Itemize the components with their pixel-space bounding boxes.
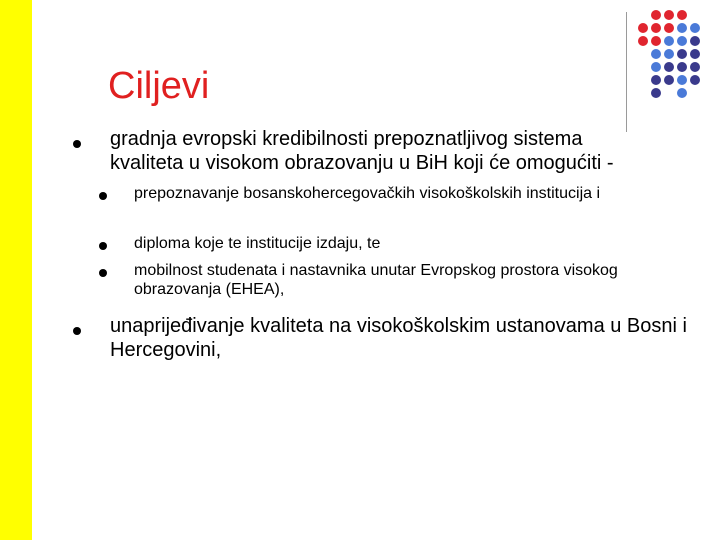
decorative-dot — [638, 36, 648, 46]
decorative-dot — [638, 23, 648, 33]
decorative-dot — [651, 23, 661, 33]
decorative-dot — [651, 62, 661, 72]
decorative-dot — [664, 10, 674, 20]
decorative-dot-grid — [638, 10, 718, 110]
decorative-dot — [677, 36, 687, 46]
vertical-divider-line — [626, 12, 627, 132]
decorative-dot — [690, 75, 700, 85]
decorative-dot — [664, 36, 674, 46]
decorative-dot — [651, 75, 661, 85]
sub-bullet-marker — [99, 242, 107, 250]
decorative-dot — [690, 62, 700, 72]
decorative-dot — [664, 62, 674, 72]
decorative-dot — [677, 49, 687, 59]
bullet-marker — [73, 327, 81, 335]
decorative-dot — [677, 75, 687, 85]
decorative-dot — [664, 75, 674, 85]
decorative-dot — [651, 10, 661, 20]
decorative-dot — [677, 10, 687, 20]
decorative-dot — [677, 88, 687, 98]
decorative-dot — [690, 49, 700, 59]
sub-bullet-marker — [99, 269, 107, 277]
sub-bullet-3-text: mobilnost studenata i nastavnika unutar Evropskog prostora visokog obrazovanja (EHEA), — [134, 262, 618, 298]
decorative-dot — [651, 49, 661, 59]
sub-bullet-2-text: diploma koje te institucije izdaju, te — [134, 235, 381, 252]
bullet-1-text: gradnja evropski kredibilnosti prepoznatljivog sistema kvaliteta u visokom obrazovanju u BiH koji će omogućiti - — [110, 128, 614, 174]
sub-bullet-1-text: prepoznavanje bosanskohercegovačkih visokoškolskih institucija i — [134, 185, 601, 202]
decorative-dot — [664, 23, 674, 33]
decorative-dot — [651, 88, 661, 98]
decorative-dot — [677, 62, 687, 72]
bullet-marker — [73, 140, 81, 148]
decorative-dot — [664, 49, 674, 59]
decorative-dot — [677, 23, 687, 33]
left-accent-bar — [0, 0, 32, 540]
bullet-2-text: unaprijeđivanje kvaliteta na visokoškolskim ustanovama u Bosni i Hercegovini, — [110, 315, 687, 361]
decorative-dot — [690, 36, 700, 46]
decorative-dot — [651, 36, 661, 46]
slide-title: Ciljevi — [108, 65, 210, 107]
sub-bullet-marker — [99, 192, 107, 200]
decorative-dot — [690, 23, 700, 33]
